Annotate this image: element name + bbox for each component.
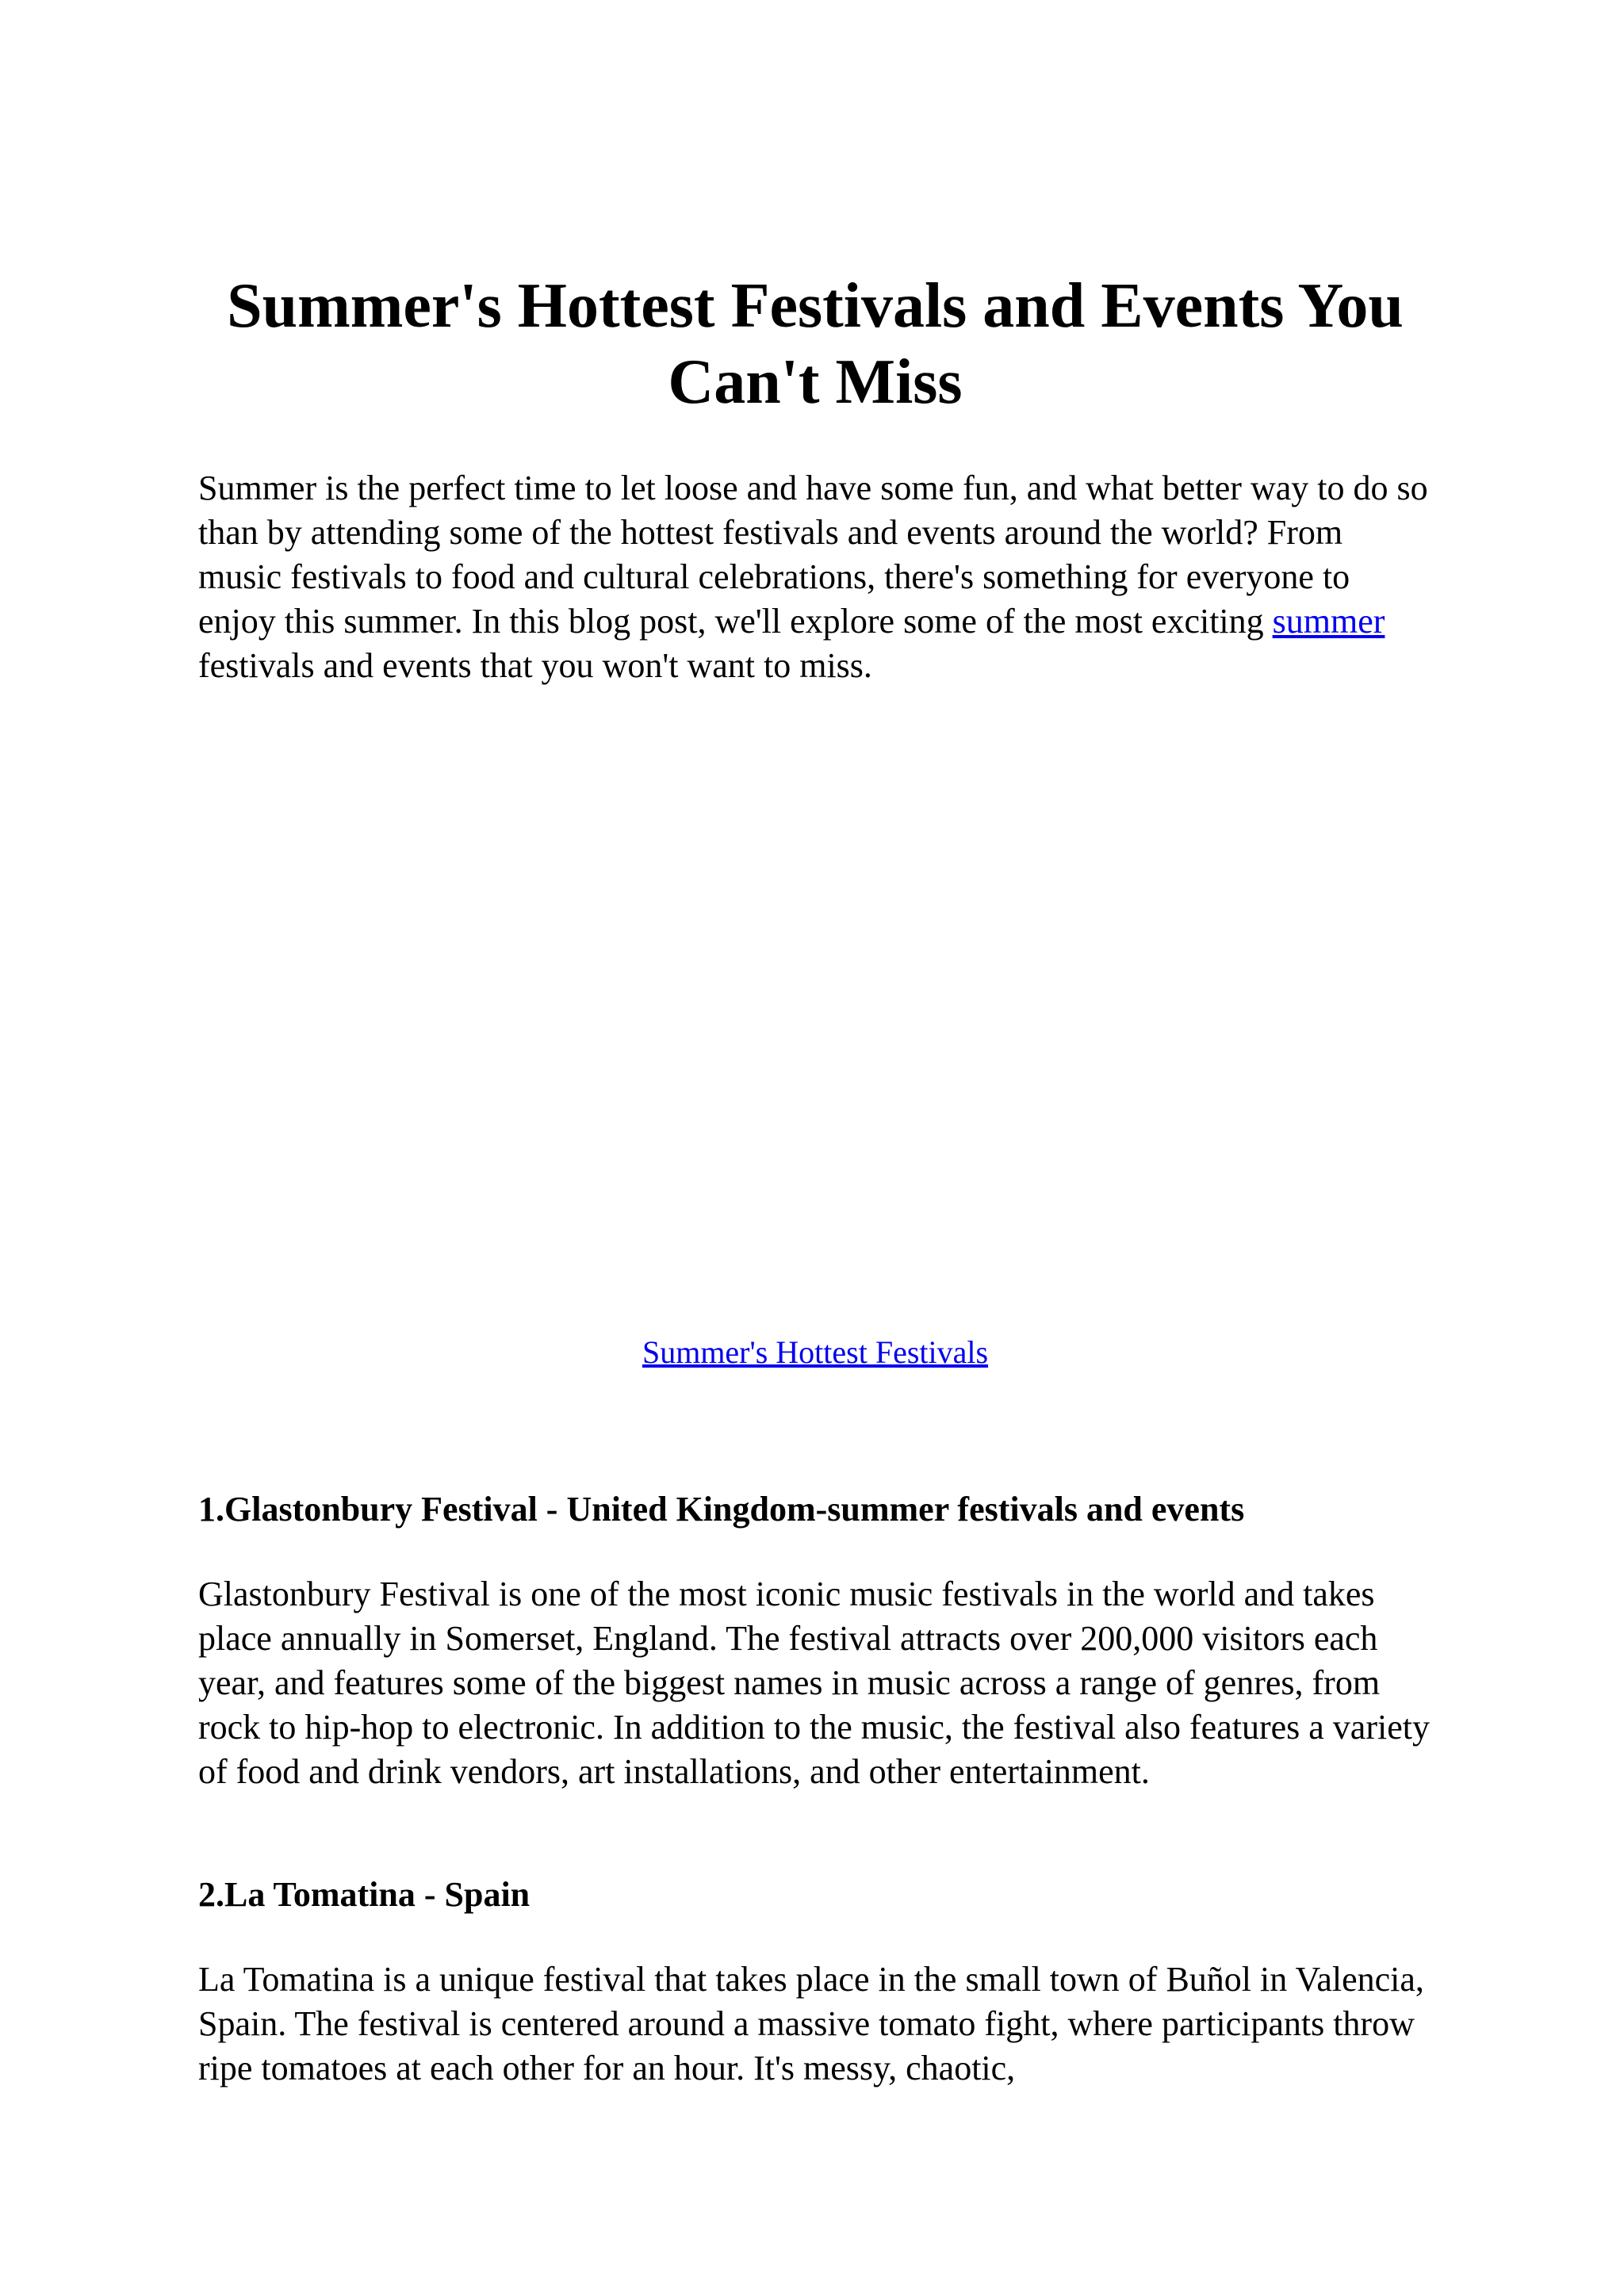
summer-link[interactable]: summer (1272, 602, 1385, 641)
section-body-glastonbury: Glastonbury Festival is one of the most iconic music festivals in the world and takes place annually in Somerset, England. The festival attracts over 200,000 visitors each year, and features some of the biggest names in music across a range of genres, from rock to hip-hop to electronic. In addition to the music, the festival also features a variety of food and drink vendors, art installations, and other entertainment. (198, 1575, 1430, 1791)
section-body-la-tomatina: La Tomatina is a unique festival that takes place in the small town of Buñol in Valencia, Spain. The festival is centered around a massive tomato fight, where participants throw ripe tomatoes at each other for an hour. It's messy, chaotic, (198, 1960, 1424, 2087)
intro-text-after-link: festivals and events that you won't want to miss. (198, 646, 872, 685)
page-title: Summer's Hottest Festivals and Events You Can't Miss (227, 271, 1404, 417)
section-heading-la-tomatina: 2.La Tomatina - Spain (198, 1875, 530, 1914)
intro-text-before-link: Summer is the perfect time to let loose and have some fun, and what better way to do so than by attending some of the hottest festivals and events around the world? From music festivals to food and cultural celebrations, there's something for everyone to enjoy this summer. In this blog post, we'll explore some of the most exciting (198, 469, 1428, 641)
intro-paragraph (198, 466, 1432, 688)
image-placeholder (198, 714, 1432, 1316)
festivals-image-link[interactable]: Summer's Hottest Festivals (642, 1334, 989, 1370)
image-caption (198, 1332, 1432, 1373)
section-heading-glastonbury: 1.Glastonbury Festival - United Kingdom-summer festivals and events (198, 1490, 1245, 1529)
